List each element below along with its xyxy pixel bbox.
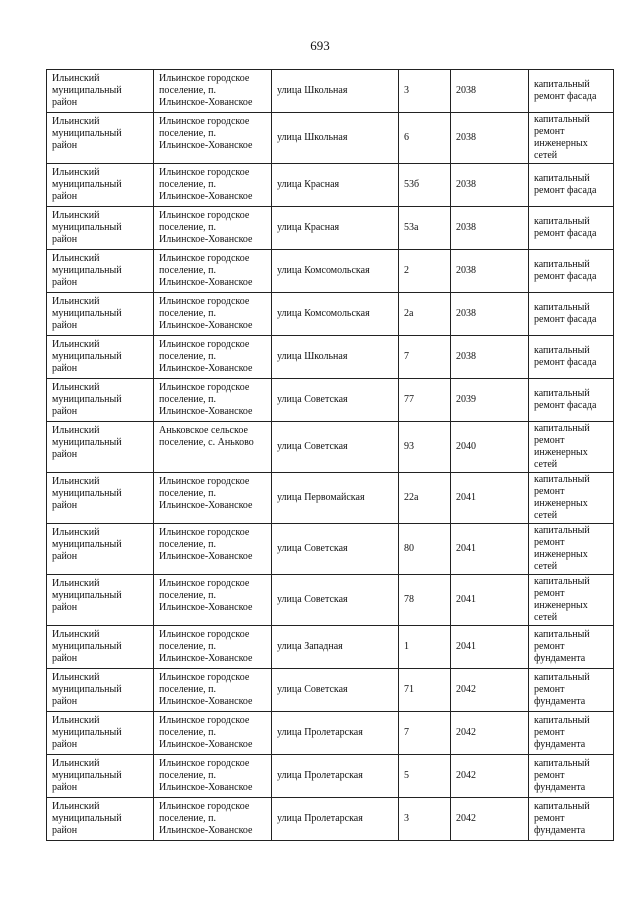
year-cell: 2038	[451, 70, 529, 113]
street-cell: улица Западная	[272, 626, 399, 669]
table-row	[47, 473, 614, 524]
work-cell: капитальный ремонт инженерных сетей	[529, 422, 614, 473]
table-row	[47, 755, 614, 798]
district-cell: Ильинский муниципальный район	[47, 70, 154, 113]
district-cell: Ильинский муниципальный район	[47, 575, 154, 626]
work-cell: капитальный ремонт фасада	[529, 70, 614, 113]
year-cell: 2040	[451, 422, 529, 473]
year-cell: 2042	[451, 712, 529, 755]
year-cell: 2038	[451, 164, 529, 207]
table-row	[47, 207, 614, 250]
year-cell: 2038	[451, 293, 529, 336]
district-cell: Ильинский муниципальный район	[47, 336, 154, 379]
work-cell: капитальный ремонт фасада	[529, 250, 614, 293]
year-cell: 2042	[451, 798, 529, 841]
district-cell: Ильинский муниципальный район	[47, 113, 154, 164]
settlement-cell: Ильинское городское поселение, п. Ильинское-Хованское	[154, 755, 272, 798]
year-cell: 2038	[451, 336, 529, 379]
street-cell: улица Красная	[272, 207, 399, 250]
year-cell: 2038	[451, 113, 529, 164]
work-cell: капитальный ремонт инженерных сетей	[529, 524, 614, 575]
house-cell: 6	[399, 113, 451, 164]
work-cell: капитальный ремонт фасада	[529, 379, 614, 422]
district-cell: Ильинский муниципальный район	[47, 626, 154, 669]
work-cell: капитальный ремонт фундамента	[529, 755, 614, 798]
settlement-cell: Ильинское городское поселение, п. Ильинское-Хованское	[154, 70, 272, 113]
repair-schedule-table	[46, 69, 614, 841]
table-row	[47, 70, 614, 113]
house-cell: 71	[399, 669, 451, 712]
table-row	[47, 336, 614, 379]
year-cell: 2041	[451, 575, 529, 626]
work-cell: капитальный ремонт фундамента	[529, 626, 614, 669]
settlement-cell: Ильинское городское поселение, п. Ильинское-Хованское	[154, 164, 272, 207]
district-cell: Ильинский муниципальный район	[47, 207, 154, 250]
house-cell: 7	[399, 712, 451, 755]
street-cell: улица Пролетарская	[272, 798, 399, 841]
house-cell: 2а	[399, 293, 451, 336]
work-cell: капитальный ремонт фундамента	[529, 712, 614, 755]
table-row	[47, 524, 614, 575]
house-cell: 7	[399, 336, 451, 379]
house-cell: 93	[399, 422, 451, 473]
district-cell: Ильинский муниципальный район	[47, 669, 154, 712]
year-cell: 2041	[451, 473, 529, 524]
district-cell: Ильинский муниципальный район	[47, 712, 154, 755]
work-cell: капитальный ремонт фундамента	[529, 669, 614, 712]
settlement-cell: Ильинское городское поселение, п. Ильинское-Хованское	[154, 798, 272, 841]
table-row	[47, 164, 614, 207]
district-cell: Ильинский муниципальный район	[47, 164, 154, 207]
page-number: 693	[310, 38, 330, 53]
street-cell: улица Школьная	[272, 70, 399, 113]
street-cell: улица Комсомольская	[272, 293, 399, 336]
settlement-cell: Ильинское городское поселение, п. Ильинское-Хованское	[154, 524, 272, 575]
table-row	[47, 250, 614, 293]
street-cell: улица Комсомольская	[272, 250, 399, 293]
table-row	[47, 422, 614, 473]
settlement-cell: Ильинское городское поселение, п. Ильинское-Хованское	[154, 293, 272, 336]
district-cell: Ильинский муниципальный район	[47, 250, 154, 293]
street-cell: улица Советская	[272, 524, 399, 575]
table-row	[47, 669, 614, 712]
house-cell: 22а	[399, 473, 451, 524]
settlement-cell: Аньковское сельское поселение, с. Аньково	[154, 422, 272, 473]
work-cell: капитальный ремонт фасада	[529, 293, 614, 336]
district-cell: Ильинский муниципальный район	[47, 293, 154, 336]
settlement-cell: Ильинское городское поселение, п. Ильинское-Хованское	[154, 250, 272, 293]
street-cell: улица Советская	[272, 575, 399, 626]
table-body	[47, 70, 614, 841]
street-cell: улица Пролетарская	[272, 712, 399, 755]
table-row	[47, 575, 614, 626]
work-cell: капитальный ремонт инженерных сетей	[529, 113, 614, 164]
work-cell: капитальный ремонт фасада	[529, 164, 614, 207]
house-cell: 1	[399, 626, 451, 669]
district-cell: Ильинский муниципальный район	[47, 524, 154, 575]
house-cell: 78	[399, 575, 451, 626]
district-cell: Ильинский муниципальный район	[47, 755, 154, 798]
settlement-cell: Ильинское городское поселение, п. Ильинское-Хованское	[154, 626, 272, 669]
street-cell: улица Советская	[272, 669, 399, 712]
table-row	[47, 712, 614, 755]
work-cell: капитальный ремонт инженерных сетей	[529, 473, 614, 524]
district-cell: Ильинский муниципальный район	[47, 379, 154, 422]
year-cell: 2042	[451, 755, 529, 798]
work-cell: капитальный ремонт фундамента	[529, 798, 614, 841]
table-row	[47, 293, 614, 336]
work-cell: капитальный ремонт фасада	[529, 336, 614, 379]
year-cell: 2042	[451, 669, 529, 712]
table-row	[47, 798, 614, 841]
settlement-cell: Ильинское городское поселение, п. Ильинское-Хованское	[154, 379, 272, 422]
house-cell: 5	[399, 755, 451, 798]
table-row	[47, 113, 614, 164]
year-cell: 2041	[451, 626, 529, 669]
house-cell: 3	[399, 798, 451, 841]
street-cell: улица Пролетарская	[272, 755, 399, 798]
year-cell: 2041	[451, 524, 529, 575]
table-row	[47, 626, 614, 669]
settlement-cell: Ильинское городское поселение, п. Ильинское-Хованское	[154, 207, 272, 250]
house-cell: 80	[399, 524, 451, 575]
house-cell: 2	[399, 250, 451, 293]
house-cell: 53б	[399, 164, 451, 207]
settlement-cell: Ильинское городское поселение, п. Ильинское-Хованское	[154, 473, 272, 524]
district-cell: Ильинский муниципальный район	[47, 798, 154, 841]
district-cell: Ильинский муниципальный район	[47, 473, 154, 524]
settlement-cell: Ильинское городское поселение, п. Ильинское-Хованское	[154, 575, 272, 626]
work-cell: капитальный ремонт фасада	[529, 207, 614, 250]
street-cell: улица Красная	[272, 164, 399, 207]
street-cell: улица Школьная	[272, 113, 399, 164]
settlement-cell: Ильинское городское поселение, п. Ильинское-Хованское	[154, 669, 272, 712]
house-cell: 3	[399, 70, 451, 113]
year-cell: 2038	[451, 207, 529, 250]
street-cell: улица Школьная	[272, 336, 399, 379]
settlement-cell: Ильинское городское поселение, п. Ильинское-Хованское	[154, 712, 272, 755]
table-row	[47, 379, 614, 422]
street-cell: улица Первомайская	[272, 473, 399, 524]
settlement-cell: Ильинское городское поселение, п. Ильинское-Хованское	[154, 113, 272, 164]
district-cell: Ильинский муниципальный район	[47, 422, 154, 473]
work-cell: капитальный ремонт инженерных сетей	[529, 575, 614, 626]
settlement-cell: Ильинское городское поселение, п. Ильинское-Хованское	[154, 336, 272, 379]
house-cell: 53а	[399, 207, 451, 250]
year-cell: 2038	[451, 250, 529, 293]
year-cell: 2039	[451, 379, 529, 422]
house-cell: 77	[399, 379, 451, 422]
street-cell: улица Советская	[272, 422, 399, 473]
street-cell: улица Советская	[272, 379, 399, 422]
